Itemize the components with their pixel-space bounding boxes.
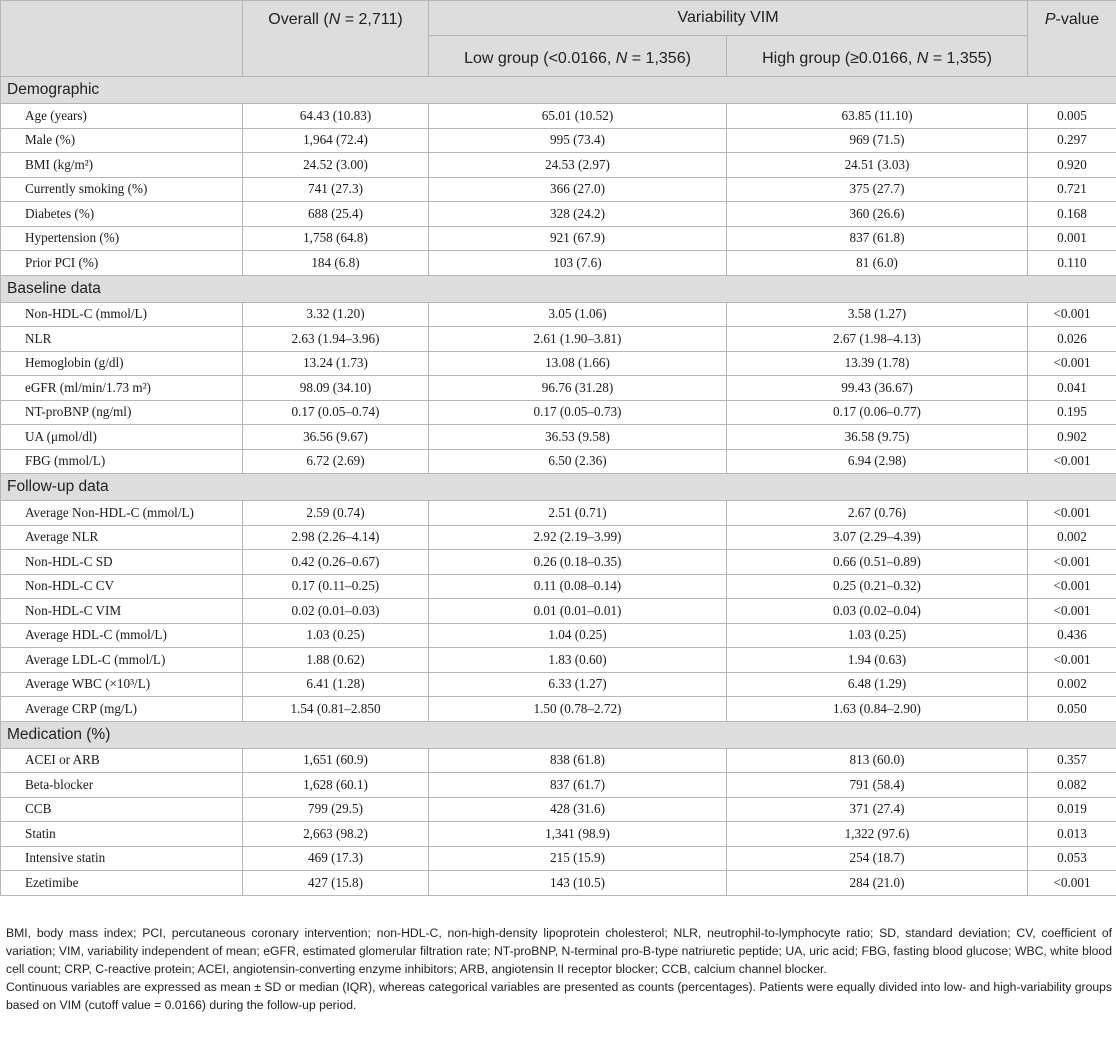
cell-low-group: 143 (10.5) [429,871,727,896]
cell-low-group: 6.33 (1.27) [429,672,727,697]
table-row [1,574,1116,599]
cell-low-group: 428 (31.6) [429,797,727,822]
row-label: eGFR (ml/min/1.73 m²) [1,376,243,401]
cell-overall: 688 (25.4) [243,202,429,227]
header-high-group: High group (≥0.0166, N = 1,355) [727,36,1028,77]
section-header-row [1,275,1116,302]
cell-overall: 3.32 (1.20) [243,302,429,327]
cell-high-group: 3.58 (1.27) [727,302,1028,327]
row-label: Diabetes (%) [1,202,243,227]
cell-pvalue: 0.050 [1028,697,1116,722]
cell-overall: 2.59 (0.74) [243,501,429,526]
table-row [1,128,1116,153]
cell-low-group: 366 (27.0) [429,177,727,202]
row-label: Average NLR [1,525,243,550]
section-header-row [1,77,1116,104]
cell-overall: 1.88 (0.62) [243,648,429,673]
row-label: Male (%) [1,128,243,153]
cell-high-group: 99.43 (36.67) [727,376,1028,401]
cell-pvalue: 0.082 [1028,773,1116,798]
cell-overall: 1.54 (0.81–2.850 [243,697,429,722]
cell-overall: 1,964 (72.4) [243,128,429,153]
row-label: NT-proBNP (ng/ml) [1,400,243,425]
cell-overall: 184 (6.8) [243,251,429,276]
cell-overall: 24.52 (3.00) [243,153,429,178]
cell-high-group: 0.66 (0.51–0.89) [727,550,1028,575]
cell-high-group: 0.03 (0.02–0.04) [727,599,1028,624]
table-row [1,104,1116,129]
cell-pvalue: 0.019 [1028,797,1116,822]
cell-high-group: 1,322 (97.6) [727,822,1028,847]
header-variability-vim: Variability VIM [429,1,1028,36]
cell-low-group: 65.01 (10.52) [429,104,727,129]
header-variable-cell [1,1,243,77]
cell-overall: 0.42 (0.26–0.67) [243,550,429,575]
cell-low-group: 0.26 (0.18–0.35) [429,550,727,575]
cell-low-group: 36.53 (9.58) [429,425,727,450]
cell-high-group: 24.51 (3.03) [727,153,1028,178]
cell-pvalue: 0.001 [1028,226,1116,251]
cell-overall: 469 (17.3) [243,846,429,871]
cell-overall: 36.56 (9.67) [243,425,429,450]
cell-overall: 98.09 (34.10) [243,376,429,401]
cell-low-group: 995 (73.4) [429,128,727,153]
cell-pvalue: 0.721 [1028,177,1116,202]
cell-high-group: 13.39 (1.78) [727,351,1028,376]
cell-low-group: 838 (61.8) [429,748,727,773]
header-overall: Overall (N = 2,711) [243,1,429,77]
cell-low-group: 1,341 (98.9) [429,822,727,847]
cell-low-group: 1.04 (0.25) [429,623,727,648]
table-body [1,77,1116,896]
cell-low-group: 3.05 (1.06) [429,302,727,327]
table-row [1,623,1116,648]
table-row [1,697,1116,722]
cell-high-group: 6.94 (2.98) [727,449,1028,474]
table-row [1,376,1116,401]
table-row [1,177,1116,202]
cell-high-group: 1.03 (0.25) [727,623,1028,648]
row-label: Average Non-HDL-C (mmol/L) [1,501,243,526]
cell-pvalue: <0.001 [1028,648,1116,673]
cell-pvalue: <0.001 [1028,449,1116,474]
section-header-row [1,721,1116,748]
cell-pvalue: 0.041 [1028,376,1116,401]
table-row [1,797,1116,822]
table-row [1,202,1116,227]
cell-high-group: 36.58 (9.75) [727,425,1028,450]
table-header [1,1,1116,77]
cell-overall: 6.72 (2.69) [243,449,429,474]
cell-pvalue: <0.001 [1028,574,1116,599]
table-row [1,501,1116,526]
cell-high-group: 360 (26.6) [727,202,1028,227]
row-label: CCB [1,797,243,822]
row-label: Age (years) [1,104,243,129]
section-header-row [1,474,1116,501]
table-footnotes [6,924,1112,1014]
cell-high-group: 969 (71.5) [727,128,1028,153]
table-row [1,846,1116,871]
cell-low-group: 837 (61.7) [429,773,727,798]
cell-low-group: 328 (24.2) [429,202,727,227]
cell-pvalue: 0.902 [1028,425,1116,450]
cell-high-group: 2.67 (0.76) [727,501,1028,526]
table-row [1,302,1116,327]
cell-overall: 0.02 (0.01–0.03) [243,599,429,624]
table-row [1,648,1116,673]
cell-low-group: 2.51 (0.71) [429,501,727,526]
table-row [1,871,1116,896]
cell-pvalue: <0.001 [1028,550,1116,575]
cell-low-group: 215 (15.9) [429,846,727,871]
cell-high-group: 254 (18.7) [727,846,1028,871]
cell-high-group: 813 (60.0) [727,748,1028,773]
table-row [1,599,1116,624]
table-row [1,425,1116,450]
cell-pvalue: <0.001 [1028,302,1116,327]
cell-overall: 1,758 (64.8) [243,226,429,251]
header-pvalue: P-value [1028,1,1116,77]
row-label: BMI (kg/m²) [1,153,243,178]
cell-pvalue: <0.001 [1028,599,1116,624]
cell-pvalue: 0.026 [1028,327,1116,352]
cell-overall: 2.63 (1.94–3.96) [243,327,429,352]
row-label: Prior PCI (%) [1,251,243,276]
row-label: Currently smoking (%) [1,177,243,202]
cell-high-group: 0.25 (0.21–0.32) [727,574,1028,599]
table-row [1,773,1116,798]
cell-high-group: 375 (27.7) [727,177,1028,202]
cell-pvalue: 0.013 [1028,822,1116,847]
table-row [1,351,1116,376]
cell-pvalue: 0.005 [1028,104,1116,129]
cell-low-group: 1.50 (0.78–2.72) [429,697,727,722]
cell-low-group: 0.01 (0.01–0.01) [429,599,727,624]
section-title: Medication (%) [1,721,1116,748]
row-label: Ezetimibe [1,871,243,896]
row-label: Average CRP (mg/L) [1,697,243,722]
cell-pvalue: 0.297 [1028,128,1116,153]
cell-high-group: 371 (27.4) [727,797,1028,822]
table-row [1,400,1116,425]
cell-low-group: 96.76 (31.28) [429,376,727,401]
cell-high-group: 63.85 (11.10) [727,104,1028,129]
cell-overall: 2,663 (98.2) [243,822,429,847]
row-label: Average WBC (×10³/L) [1,672,243,697]
cell-pvalue: 0.110 [1028,251,1116,276]
row-label: Hemoglobin (g/dl) [1,351,243,376]
cell-overall: 0.17 (0.11–0.25) [243,574,429,599]
cell-high-group: 3.07 (2.29–4.39) [727,525,1028,550]
table-row [1,550,1116,575]
cell-low-group: 13.08 (1.66) [429,351,727,376]
cell-overall: 427 (15.8) [243,871,429,896]
table-row [1,153,1116,178]
cell-high-group: 81 (6.0) [727,251,1028,276]
cell-pvalue: <0.001 [1028,871,1116,896]
row-label: Beta-blocker [1,773,243,798]
table-row [1,449,1116,474]
header-low-group: Low group (<0.0166, N = 1,356) [429,36,727,77]
section-title: Baseline data [1,275,1116,302]
abbreviations-note: BMI, body mass index; PCI, percutaneous coronary intervention; non-HDL-C, non-high-density lipoprotein cholesterol; NLR, neutrophil-to-lymphocyte ratio; SD, standard deviation; CV, coefficient of variation; VIM, variability independent of mean; eGFR, estimated glomerular filtration rate; NT-proBNP, N-terminal pro-B-type natriuretic peptide; UA, uric acid; FBG, fasting blood glucose; WBC, white blood cell count; CRP, C-reactive protein; ACEI, angiotensin-converting enzyme inhibitors; ARB, angiotensin II receptor blocker; CCB, calcium channel blocker. [6,926,1112,976]
row-label: UA (μmol/dl) [1,425,243,450]
cell-pvalue: 0.002 [1028,525,1116,550]
cell-pvalue: 0.053 [1028,846,1116,871]
cell-pvalue: 0.002 [1028,672,1116,697]
cell-pvalue: 0.195 [1028,400,1116,425]
row-label: Average LDL-C (mmol/L) [1,648,243,673]
cell-low-group: 0.11 (0.08–0.14) [429,574,727,599]
cell-low-group: 1.83 (0.60) [429,648,727,673]
section-title: Follow-up data [1,474,1116,501]
cell-overall: 1,651 (60.9) [243,748,429,773]
row-label: FBG (mmol/L) [1,449,243,474]
row-label: Hypertension (%) [1,226,243,251]
cell-high-group: 2.67 (1.98–4.13) [727,327,1028,352]
row-label: Non-HDL-C CV [1,574,243,599]
cell-pvalue: <0.001 [1028,351,1116,376]
row-label: ACEI or ARB [1,748,243,773]
cell-overall: 64.43 (10.83) [243,104,429,129]
cell-high-group: 0.17 (0.06–0.77) [727,400,1028,425]
cell-low-group: 0.17 (0.05–0.73) [429,400,727,425]
cell-overall: 1,628 (60.1) [243,773,429,798]
cell-high-group: 6.48 (1.29) [727,672,1028,697]
cell-overall: 13.24 (1.73) [243,351,429,376]
table-row [1,525,1116,550]
row-label: Intensive statin [1,846,243,871]
methods-note: Continuous variables are expressed as mean ± SD or median (IQR), whereas categorical variables are presented as counts (percentages). Patients were equally divided into low- and high-variability groups based on VIM (cutoff value = 0.0166) during the follow-up period. [6,980,1112,1012]
table-row [1,251,1116,276]
cell-overall: 741 (27.3) [243,177,429,202]
row-label: Non-HDL-C SD [1,550,243,575]
row-label: Non-HDL-C VIM [1,599,243,624]
cell-overall: 2.98 (2.26–4.14) [243,525,429,550]
cell-low-group: 2.92 (2.19–3.99) [429,525,727,550]
cell-low-group: 103 (7.6) [429,251,727,276]
table-row [1,327,1116,352]
table-row [1,822,1116,847]
cell-overall: 799 (29.5) [243,797,429,822]
cell-pvalue: 0.920 [1028,153,1116,178]
table-row [1,748,1116,773]
cell-high-group: 1.63 (0.84–2.90) [727,697,1028,722]
cell-high-group: 1.94 (0.63) [727,648,1028,673]
row-label: Average HDL-C (mmol/L) [1,623,243,648]
cell-low-group: 6.50 (2.36) [429,449,727,474]
row-label: NLR [1,327,243,352]
cell-low-group: 2.61 (1.90–3.81) [429,327,727,352]
row-label: Non-HDL-C (mmol/L) [1,302,243,327]
cell-high-group: 284 (21.0) [727,871,1028,896]
cell-pvalue: 0.357 [1028,748,1116,773]
table-row [1,226,1116,251]
row-label: Statin [1,822,243,847]
cell-pvalue: 0.436 [1028,623,1116,648]
cell-overall: 1.03 (0.25) [243,623,429,648]
cell-pvalue: <0.001 [1028,501,1116,526]
cell-overall: 0.17 (0.05–0.74) [243,400,429,425]
cell-pvalue: 0.168 [1028,202,1116,227]
cell-high-group: 837 (61.8) [727,226,1028,251]
table-row [1,672,1116,697]
section-title: Demographic [1,77,1116,104]
cell-low-group: 24.53 (2.97) [429,153,727,178]
cell-high-group: 791 (58.4) [727,773,1028,798]
cell-low-group: 921 (67.9) [429,226,727,251]
cell-overall: 6.41 (1.28) [243,672,429,697]
